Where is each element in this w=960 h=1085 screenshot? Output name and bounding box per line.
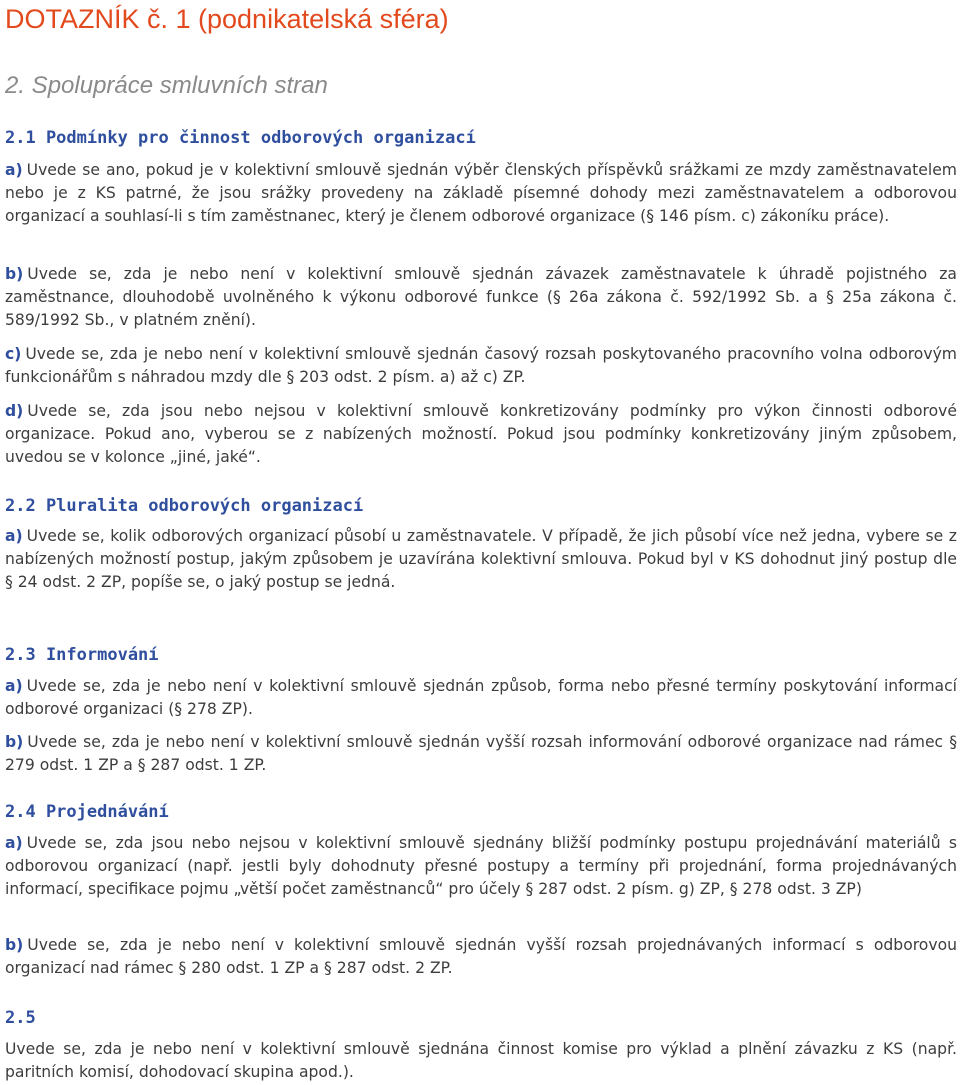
item-text: Uvede se, zda je nebo není v kolektivní smlouvě sjednán vyšší rozsah informování odborové organizace nad rámec § 279 odst. 1 ZP a § 287 odst. 1 ZP.	[5, 733, 957, 774]
paragraph-2-4-b	[5, 934, 957, 980]
paragraph-2-4-a	[5, 832, 957, 901]
paragraph-2-5	[5, 1038, 957, 1084]
item-label: d)	[5, 402, 24, 420]
paragraph-2-1-d	[5, 400, 957, 469]
heading-2-1: 2.1 Podmínky pro činnost odborových organizací	[5, 128, 476, 148]
heading-2-4: 2.4 Projednávání	[5, 802, 169, 822]
item-text: Uvede se, zda je nebo není v kolektivní smlouvě sjednán způsob, forma nebo přesné termíny poskytování informací odborové organizaci (§ 278 ZP).	[5, 677, 957, 718]
item-text: Uvede se, zda je nebo není v kolektivní smlouvě sjednán časový rozsah poskytovaného pracovního volna odborovým funkcionářům s náhradou mzdy dle § 203 odst. 2 písm. a) až c) ZP.	[5, 345, 957, 386]
heading-2-3: 2.3 Informování	[5, 645, 159, 665]
item-label: a)	[5, 677, 23, 695]
item-label: a)	[5, 161, 23, 179]
item-label: c)	[5, 345, 22, 363]
item-label: b)	[5, 936, 24, 954]
item-text: Uvede se, kolik odborových organizací působí u zaměstnavatele. V případě, že jich působí více než jedna, vybere se z nabízených možností postup, jakým způsobem je uzavírána kolektivní smlouva. Pokud byl v KS dohodnut jiný postup dle § 24 odst. 2 ZP, popíše se, o jaký postup se jedná.	[5, 527, 957, 591]
item-text: Uvede se, zda je nebo není v kolektivní smlouvě sjednán vyšší rozsah projednávaných informací s odborovou organizací nad rámec § 280 odst. 1 ZP a § 287 odst. 2 ZP.	[5, 936, 957, 977]
item-text: Uvede se ano, pokud je v kolektivní smlouvě sjednán výběr členských příspěvků srážkami ze mzdy zaměstnavatelem nebo je z KS patrné, že jsou srážky provedeny na základě písemné dohody mezi zaměstnavatelem a odborovou organizací a souhlasí-li s tím zaměstnanec, který je členem odborové organizace (§ 146 písm. c) zákoníku práce).	[5, 161, 957, 225]
item-text: Uvede se, zda jsou nebo nejsou v kolektivní smlouvě sjednány bližší podmínky postupu projednávání materiálů s odborovou organizací (např. jestli byly dohodnuty přesné postupy a termíny při projednání, forma projednávaných informací, specifikace pojmu „větší počet zaměstnanců“ pro účely § 287 odst. 2 písm. g) ZP, § 278 odst. 3 ZP)	[5, 834, 957, 898]
paragraph-2-1-c	[5, 343, 957, 389]
item-text: Uvede se, zda je nebo není v kolektivní smlouvě sjednána činnost komise pro výklad a plnění závazku z KS (např. paritních komisí, dohodovací skupina apod.).	[5, 1040, 957, 1081]
heading-2-5: 2.5	[5, 1008, 36, 1028]
item-label: b)	[5, 733, 24, 751]
item-label: b)	[5, 265, 24, 283]
item-text: Uvede se, zda je nebo není v kolektivní smlouvě sjednán závazek zaměstnavatele k úhradě pojistného za zaměstnance, dlouhodobě uvolněného k výkonu odborové funkce (§ 26a zákona č. 592/1992 Sb. a § 25a zákona č. 589/1992 Sb., v platném znění).	[5, 265, 957, 329]
item-text: Uvede se, zda jsou nebo nejsou v kolektivní smlouvě konkretizovány podmínky pro výkon činnosti odborové organizace. Pokud ano, vyberou se z nabízených možností. Pokud jsou podmínky konkretizovány jiným způsobem, uvedou se v kolonce „jiné, jaké“.	[5, 402, 957, 466]
heading-2-2: 2.2 Pluralita odborových organizací	[5, 496, 364, 516]
paragraph-2-3-a	[5, 675, 957, 721]
paragraph-2-2-a	[5, 525, 957, 594]
item-label: a)	[5, 527, 23, 545]
paragraph-2-1-b	[5, 263, 957, 332]
section-title: 2. Spolupráce smluvních stran	[5, 72, 328, 99]
item-label: a)	[5, 834, 23, 852]
paragraph-2-1-a	[5, 159, 957, 228]
paragraph-2-3-b	[5, 731, 957, 777]
document-title: DOTAZNÍK č. 1 (podnikatelská sféra)	[5, 4, 449, 34]
